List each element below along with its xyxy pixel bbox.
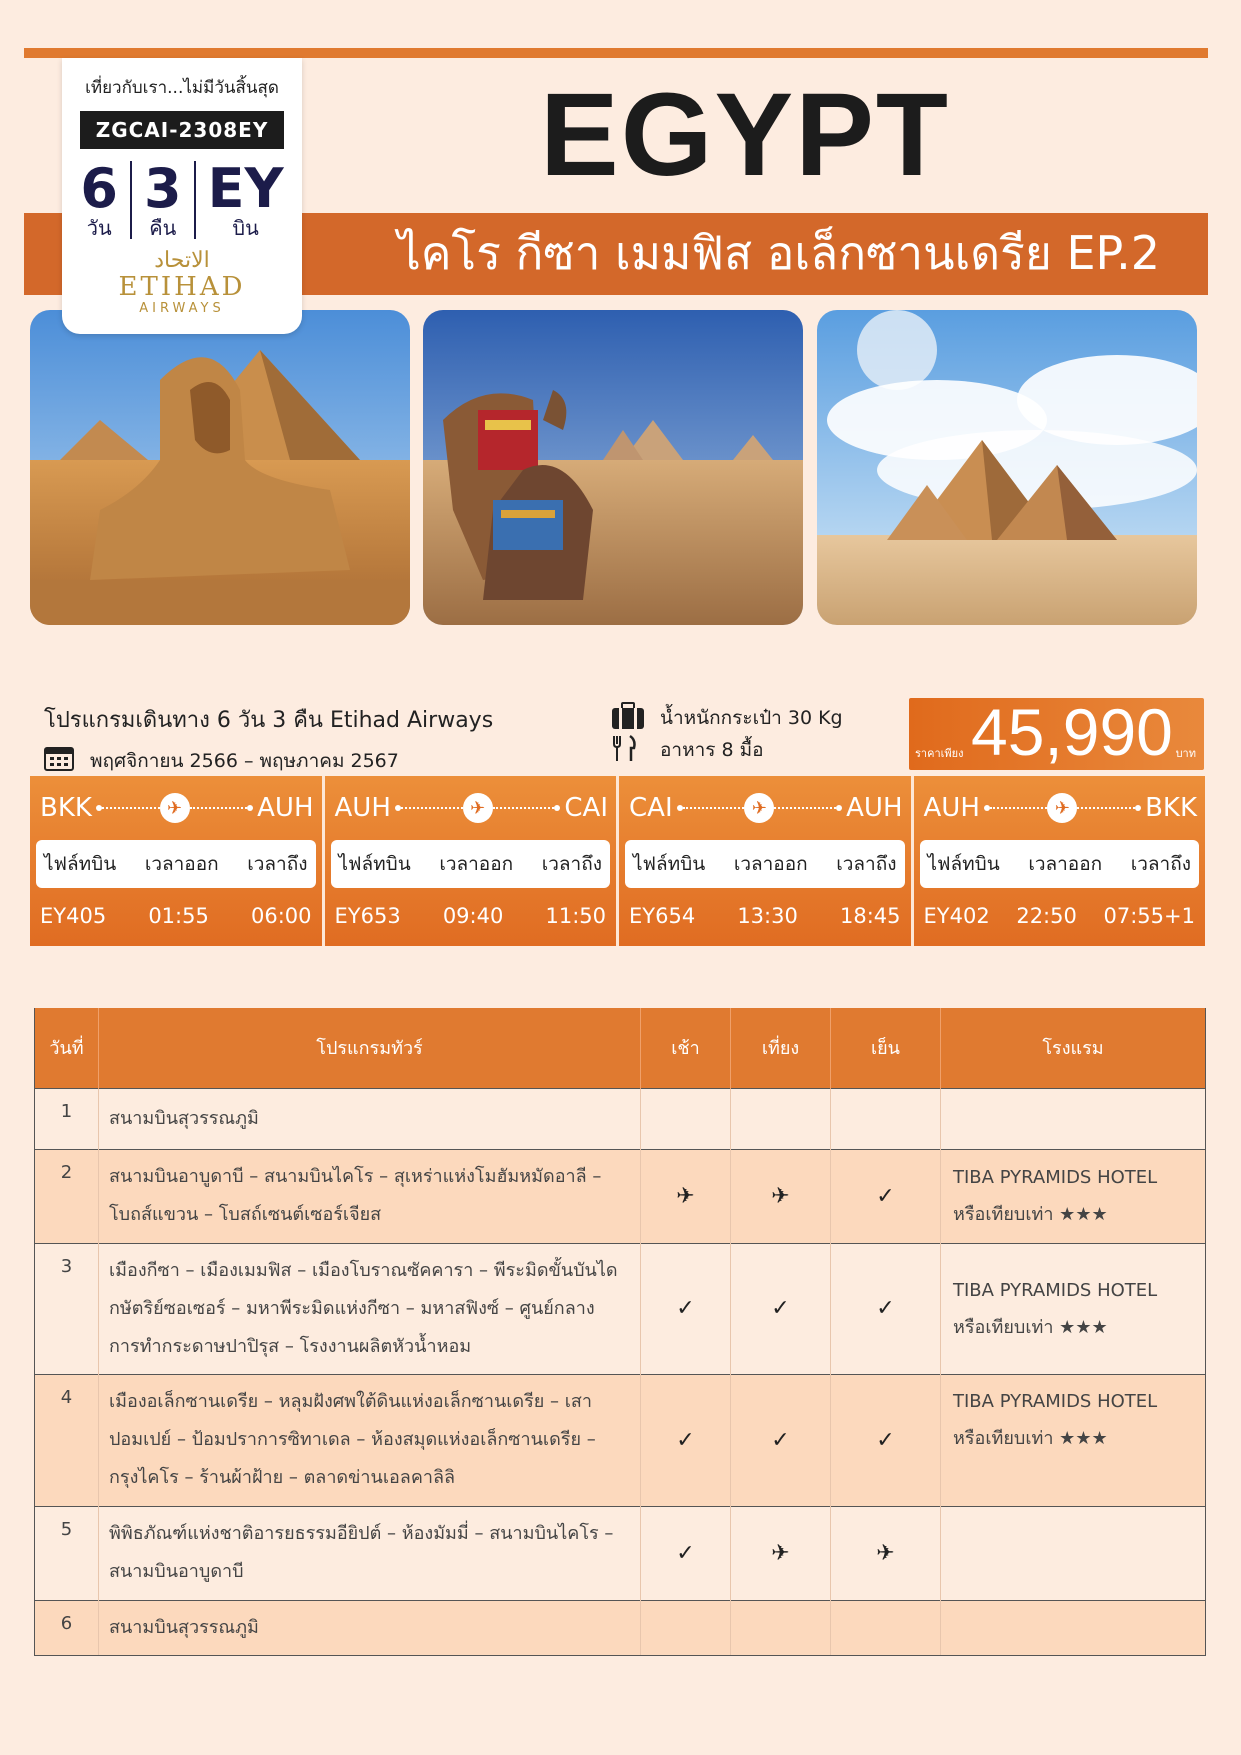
flight-number: EY402: [923, 904, 990, 928]
flight-segment: [30, 776, 325, 946]
airplane-icon: ✈: [1047, 793, 1077, 823]
flight-values: [325, 888, 617, 944]
table-row: 5 พิพิธภัณฑ์แห่งชาติอารยธรรมอียิปต์ – ห้องมัมมี่ – สนามบินไคโร – สนามบินอาบูดาบี ✓ ✈ ✈: [35, 1506, 1206, 1600]
route-from: CAI: [629, 793, 673, 823]
airplane-icon: ✈: [463, 793, 493, 823]
flight-values: [619, 888, 911, 944]
lunch-mark: [731, 1600, 831, 1655]
travel-period: [44, 745, 493, 776]
duration-nights: 3 คืน: [130, 161, 194, 239]
airplane-icon: ✈: [160, 793, 190, 823]
meals-row: [610, 734, 843, 766]
depart-time: 22:50: [1016, 904, 1077, 928]
flight-number: EY654: [629, 904, 696, 928]
flight-schedule: [30, 776, 1205, 946]
cutlery-icon: [610, 734, 660, 767]
flight-route: [325, 776, 617, 840]
flight-values: [914, 888, 1206, 944]
meals-text: อาหาร 8 มื้อ: [660, 739, 764, 761]
dinner-mark: ✓: [831, 1149, 941, 1243]
dinner-mark: [831, 1600, 941, 1655]
table-row: 4 เมืองอเล็กซานเดรีย – หลุมฝังศพใต้ดินแห่งอเล็กซานเดรีย – เสา ปอมเปย์ – ป้อมปราการซิทาเดล – ห้องสมุดแห่งอเล็กซานเดรีย – กรุงไคโร – ร้านผ้าฝ้าย – ตลาดข่านเอลคาลิลิ ✓ ✓ ✓ TIBA PYRAMIDS HOTEL หรือเทียบเท่า ★★★: [35, 1374, 1206, 1506]
table-row: 2 สนามบินอาบูดาบี – สนามบินไคโร – สุเหร่าแห่งโมฮัมหมัดอาลี – โบถส์แขวน – โบสถ์เซนต์เซอร์เจียส ✈ ✈ ✓ TIBA PYRAMIDS HOTEL หรือเทียบเท่า ★★★: [35, 1149, 1206, 1243]
flight-header: ไฟล์ทบิน เวลาออก เวลาถึง: [625, 840, 905, 888]
col-program: โปรแกรมทัวร์: [99, 1008, 641, 1088]
flight-segment: [914, 776, 1206, 946]
table-row: 1 สนามบินสุวรรณภูมิ: [35, 1088, 1206, 1149]
route-to: BKK: [1145, 793, 1197, 823]
sphinx-photo: [30, 310, 410, 625]
depart-time: 09:40: [442, 904, 504, 928]
price-currency: บาท: [1175, 747, 1196, 760]
itinerary-table: [34, 1008, 1206, 1656]
arrive-time: 18:45: [839, 904, 901, 928]
route-to: AUH: [846, 793, 903, 823]
breakfast-mark: [641, 1600, 731, 1655]
lunch-mark: ✈: [731, 1149, 831, 1243]
itinerary-header: [35, 1008, 1206, 1088]
period-text: พฤศจิกายน 2566 – พฤษภาคม 2567: [90, 749, 399, 772]
flight-route: [619, 776, 911, 840]
program-title: โปรแกรมเดินทาง 6 วัน 3 คืน Etihad Airways: [44, 708, 494, 733]
tour-code: ZGCAI-2308EY: [80, 111, 284, 149]
flight-route: [914, 776, 1206, 840]
flight-header: ไฟล์ทบิน เวลาออก เวลาถึง: [920, 840, 1200, 888]
arrive-time: 11:50: [545, 904, 606, 928]
duration-days: 6 วัน: [80, 157, 118, 240]
flight-segment: [325, 776, 620, 946]
hotel-rating: หรือเทียบเท่า ★★★: [953, 1427, 1108, 1449]
baggage-row: [610, 702, 843, 734]
flight-segment: [619, 776, 914, 946]
slogan: เที่ยวกับเรา...ไม่มีวันสิ้นสุด: [85, 78, 279, 98]
arrive-time: 06:00: [250, 904, 312, 928]
flight-number: EY405: [40, 904, 107, 928]
table-row: 3 เมืองกีซา – เมืองเมมฟิส – เมืองโบราณซัคคารา – พีระมิดขั้นบันได กษัตริย์ซอเซอร์ – มหาพีระมิดแห่งกีซา – มหาสฟิงซ์ – ศูนย์กลาง การทำกระดาษปาปิรุส – โรงงานผลิตหัวน้ำหอม ✓ ✓ ✓ TIBA PYRAMIDS HOTEL หรือเทียบเท่า ★★★: [35, 1243, 1206, 1374]
breakfast-mark: [641, 1088, 731, 1149]
table-row: 6 สนามบินสุวรรณภูมิ: [35, 1600, 1206, 1655]
hotel-name: TIBA PYRAMIDS HOTEL: [953, 1279, 1158, 1301]
route-from: AUH: [334, 793, 391, 823]
inclusions: [610, 702, 843, 766]
arrive-time: 07:55+1: [1103, 904, 1195, 928]
route-to: AUH: [257, 793, 314, 823]
calendar-icon: [44, 745, 74, 776]
camels-photo: [423, 310, 803, 625]
breakfast-mark: ✓: [641, 1243, 731, 1374]
flight-route: [30, 776, 322, 840]
page-title: EGYPT: [540, 69, 950, 201]
dinner-mark: ✓: [831, 1374, 941, 1506]
lunch-mark: ✈: [731, 1506, 831, 1600]
lunch-mark: ✓: [731, 1243, 831, 1374]
hotel-name: TIBA PYRAMIDS HOTEL: [953, 1167, 1158, 1188]
depart-time: 13:30: [737, 904, 798, 928]
lunch-mark: [731, 1088, 831, 1149]
route-from: BKK: [40, 793, 92, 823]
hotel-name: TIBA PYRAMIDS HOTEL: [953, 1390, 1158, 1412]
duration-block: [62, 157, 302, 240]
hotel-rating: หรือเทียบเท่า ★★★: [953, 1316, 1108, 1338]
price-value: 45,990: [971, 695, 1173, 769]
col-dinner: เย็น: [831, 1008, 941, 1088]
program-info: [44, 702, 493, 776]
airplane-icon: ✈: [744, 793, 774, 823]
route-from: AUH: [923, 793, 980, 823]
breakfast-mark: ✓: [641, 1374, 731, 1506]
col-breakfast: เช้า: [641, 1008, 731, 1088]
tour-badge: [62, 58, 302, 334]
hotel-rating: หรือเทียบเท่า ★★★: [953, 1204, 1108, 1225]
dinner-mark: [831, 1088, 941, 1149]
breakfast-mark: ✓: [641, 1506, 731, 1600]
depart-time: 01:55: [148, 904, 209, 928]
pyramids-clouds-photo: [817, 310, 1197, 625]
lunch-mark: ✓: [731, 1374, 831, 1506]
route-to: CAI: [564, 793, 608, 823]
price-box: [909, 695, 1204, 770]
luggage-icon: [610, 702, 660, 735]
flight-values: [30, 888, 322, 944]
col-lunch: เที่ยง: [731, 1008, 831, 1088]
subtitle: ไคโร กีซา เมมฟิส อเล็กซานเดรีย EP.2: [397, 226, 1160, 280]
col-day: วันที่: [35, 1008, 99, 1088]
flight-header: ไฟล์ทบิน เวลาออก เวลาถึง: [331, 840, 611, 888]
flight-header: ไฟล์ทบิน เวลาออก เวลาถึง: [36, 840, 316, 888]
baggage-text: น้ำหนักกระเป๋า 30 Kg: [660, 707, 843, 729]
flight-number: EY653: [334, 904, 401, 928]
col-hotel: โรงแรม: [941, 1008, 1206, 1088]
etihad-logo: الاتحاد ETIHAD AIRWAYS: [118, 248, 246, 316]
top-accent-bar: [24, 48, 1208, 58]
dinner-mark: ✓: [831, 1243, 941, 1374]
breakfast-mark: ✈: [641, 1149, 731, 1243]
price-label: ราคาเพียง: [915, 747, 964, 760]
duration-airline: EY บิน: [194, 161, 296, 239]
dinner-mark: ✈: [831, 1506, 941, 1600]
